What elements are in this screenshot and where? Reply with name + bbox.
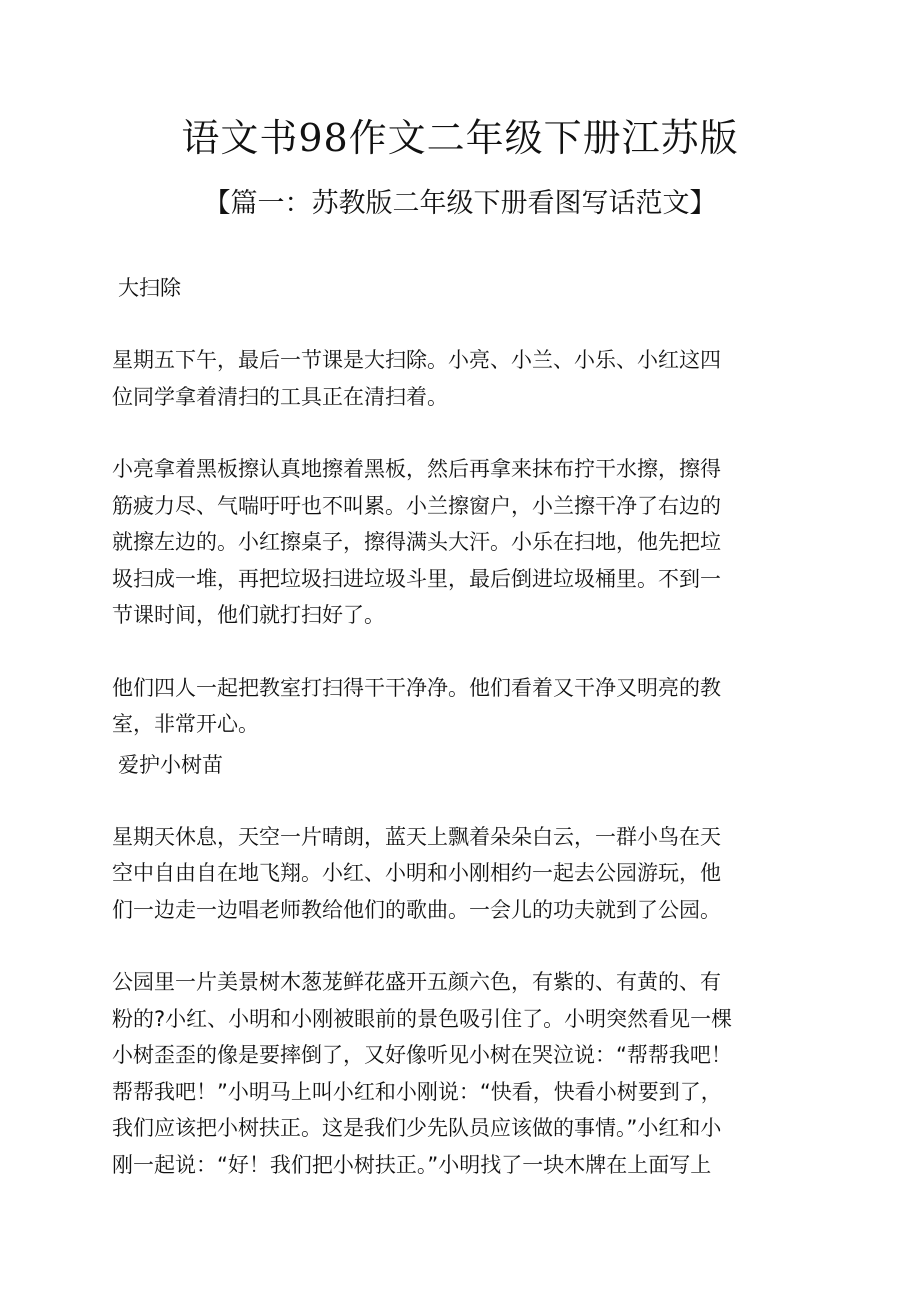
- document-subtitle: 【篇一：苏教版二年级下册看图写话范文】: [203, 188, 717, 219]
- document-body: [112, 270, 802, 1183]
- section-heading-cleaning: 大扫除: [118, 276, 181, 300]
- document-title: 语文书98作文二年级下册江苏版: [181, 116, 739, 160]
- paragraph: 他们四人一起把教室打扫得干干净净。他们看着又干净又明亮的教 室，非常开心。: [112, 675, 721, 736]
- section-heading-protect-sapling: 爱护小树苗: [118, 752, 223, 777]
- paragraph: 小亮拿着黑板擦认真地擦着黑板，然后再拿来抹布拧干水擦，擦得 筋疲力尽、气喘吁吁也不叫累。小兰擦窗户，小兰擦干净了右边的 就擦左边的。小红擦桌子，擦得满头大汗。小乐在扫地，他先把垃 圾扫成一堆，再把垃圾扫进垃圾斗里，最后倒进垃圾桶里。不到一 节课时间，他们就打扫好了。: [112, 457, 721, 627]
- paragraph: 星期五下午，最后一节课是大扫除。小亮、小兰、小乐、小红这四 位同学拿着清扫的工具正在清扫着。: [112, 348, 721, 409]
- paragraph: 公园里一片美景树木葱茏鲜花盛开五颜六色，有紫的、有黄的、有 粉的?小红、小明和小刚被眼前的景色吸引住了。小明突然看见一棵 小树歪歪的像是要摔倒了，又好像听见小树在哭泣说：“帮帮我吧！ 帮帮我吧！”小明马上叫小红和小刚说：“快看，快看小树要到了， 我们应该把小树扶正。这是我们少先队员应该做的事情。”小红和小 刚一起说：“好！我们把小树扶正。”小明找了一块木牌在上面写上: [112, 970, 733, 1177]
- paragraph: 星期天休息，天空一片晴朗，蓝天上飘着朵朵白云，一群小鸟在天 空中自由自在地飞翔。小红、小明和小刚相约一起去公园游玩，他 们一边走一边唱老师教给他们的歌曲。一会儿的功夫就到了公园。: [112, 824, 721, 922]
